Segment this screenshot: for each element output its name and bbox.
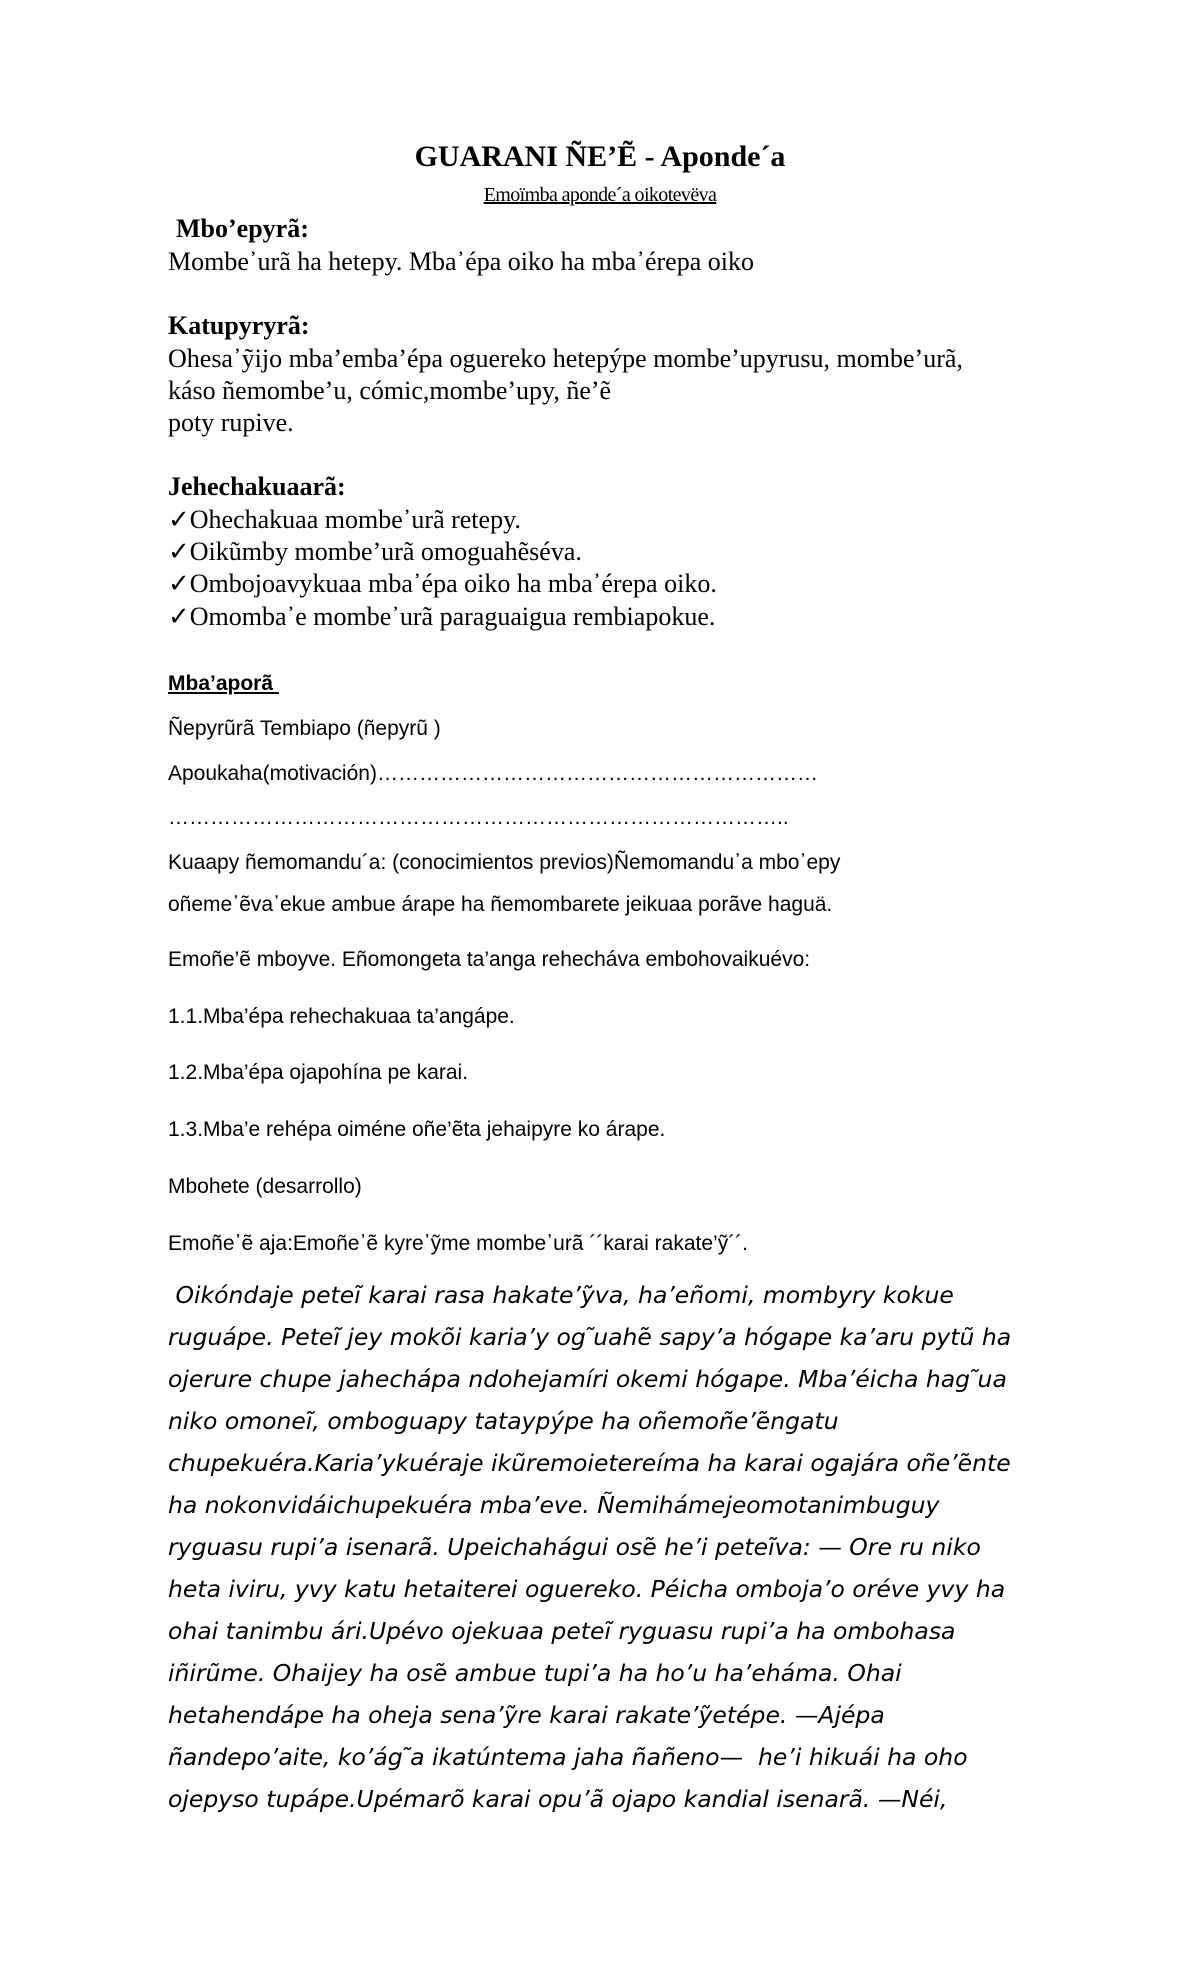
prior-knowledge-line: Kuaapy ñemomandu´a: (conocimientos previos)Ñemomandu᾽a mbo᾽epy	[168, 851, 841, 874]
competence-line: poty rupive.	[168, 408, 294, 437]
procedure-start: Ñepyrũrã Tembiapo (ñepyrũ )	[168, 717, 441, 740]
story-line: chupekuéra.Karia’ykuéraje ikũremoietereíma ha karai ogajára oñe’ẽnte	[168, 1449, 1011, 1477]
objective-heading: Mbo’epyrã:	[176, 214, 309, 243]
objective-text: Mombe᾽urã ha hetepy. Mba᾽épa oiko ha mba᾽érepa oiko	[168, 247, 754, 276]
procedure-motivation: Apoukaha(motivación)………………………………………………………	[168, 762, 818, 785]
story-line: ñandepo’aite, ko’ág ̃a ikatúntema jaha ñañeno— he’i hikuái ha oho	[168, 1743, 968, 1771]
reading-prompt: Emoñe’ẽ mboyve. Eñomongeta ta’anga rehecháva embohovaikuévo:	[168, 948, 811, 971]
indicator-item: ✓Omomba᾽e mombe᾽urã paraguaigua rembiapokue.	[168, 602, 716, 631]
indicator-item: ✓Ombojoavykuaa mba᾽épa oiko ha mba᾽érepa oiko.	[168, 569, 717, 598]
question-item: 1.1.Mba’épa rehechakuaa ta’angápe.	[168, 1005, 515, 1028]
story-line: Oikóndaje peteĩ karai rasa hakate’ỹva, ha’eñomi, mombyry kokue	[168, 1281, 954, 1309]
story-line: ojepyso tupápe.Upémarõ karai opu’ã ojapo kandial isenarã. —Néi,	[168, 1785, 948, 1813]
read-aloud-instruction: Emoñe᾽ẽ aja:Emoñe᾽ẽ kyre᾽ỹme mombe᾽urã ´´karai rakate’ỹ´´.	[168, 1232, 749, 1255]
indicators-heading: Jehechakuaarã:	[168, 472, 346, 501]
story-text	[168, 1274, 1048, 1820]
story-line: hetahendápe ha oheja sena’ỹre karai rakate’ỹetépe. —Ajépa	[168, 1701, 885, 1729]
story-line: ruguápe. Peteĩ jey mokõi karia’y og ̃uahẽ sapy’a hógape ka’aru pytũ ha	[168, 1323, 1012, 1351]
question-item: 1.3.Mba’e rehépa oiméne oñe’ẽta jehaipyre ko árape.	[168, 1118, 666, 1141]
story-line: ohai tanimbu ári.Upévo ojekuaa peteĩ ryguasu rupi’a ha ombohasa	[168, 1617, 956, 1645]
competence-line: Ohesa᾽ỹijo mba’emba’épa oguereko hetepýpe mombe’upyrusu, mombe’urã,	[168, 344, 963, 373]
story-line: ryguasu rupi’a isenarã. Upeichahágui osẽ he’i peteĩva: — Ore ru niko	[168, 1533, 981, 1561]
story-line: heta iviru, yvy katu hetaiterei oguereko. Péicha omboja’o oréve yvy ha	[168, 1575, 1006, 1603]
story-line: ha nokonvidáichupekuéra mba’eve. Ñemihámejeomotanimbuguy	[168, 1491, 940, 1519]
question-item: 1.2.Mba’épa ojapohína pe karai.	[168, 1061, 469, 1084]
competence-heading: Katupyryrã:	[168, 311, 310, 340]
competence-line: káso ñemombe’u, cómic,mombe’upy, ñe’ẽ	[168, 376, 612, 405]
prior-knowledge-line: oñeme᾽ẽva᾽ekue ambue árape ha ñemombarete jeikuaa porãve haguä.	[168, 893, 833, 916]
story-line: iñirũme. Ohaijey ha osẽ ambue tupi’a ha ho’u ha’eháma. Ohai	[168, 1659, 902, 1687]
procedure-heading: Mba’aporã	[168, 672, 279, 695]
document-subtitle: Emoïmba aponde´a oikotevëva	[483, 184, 717, 206]
document-title: GUARANI ÑE’Ẽ - Aponde´a	[414, 140, 786, 173]
procedure-dots: ……………………………………………………………………………..	[168, 806, 789, 829]
development-heading: Mbohete (desarrollo)	[168, 1175, 362, 1198]
indicator-item: ✓Oikũmby mombe’urã omoguahẽséva.	[168, 537, 582, 566]
indicator-item: ✓Ohechakuaa mombe᾽urã retepy.	[168, 505, 521, 534]
story-line: niko omoneĩ, omboguapy tataypýpe ha oñemoñe’ẽngatu	[168, 1407, 839, 1435]
story-line: ojerure chupe jahechápa ndohejamíri okemi hógape. Mba’éicha hag ̃ua	[168, 1365, 1007, 1393]
